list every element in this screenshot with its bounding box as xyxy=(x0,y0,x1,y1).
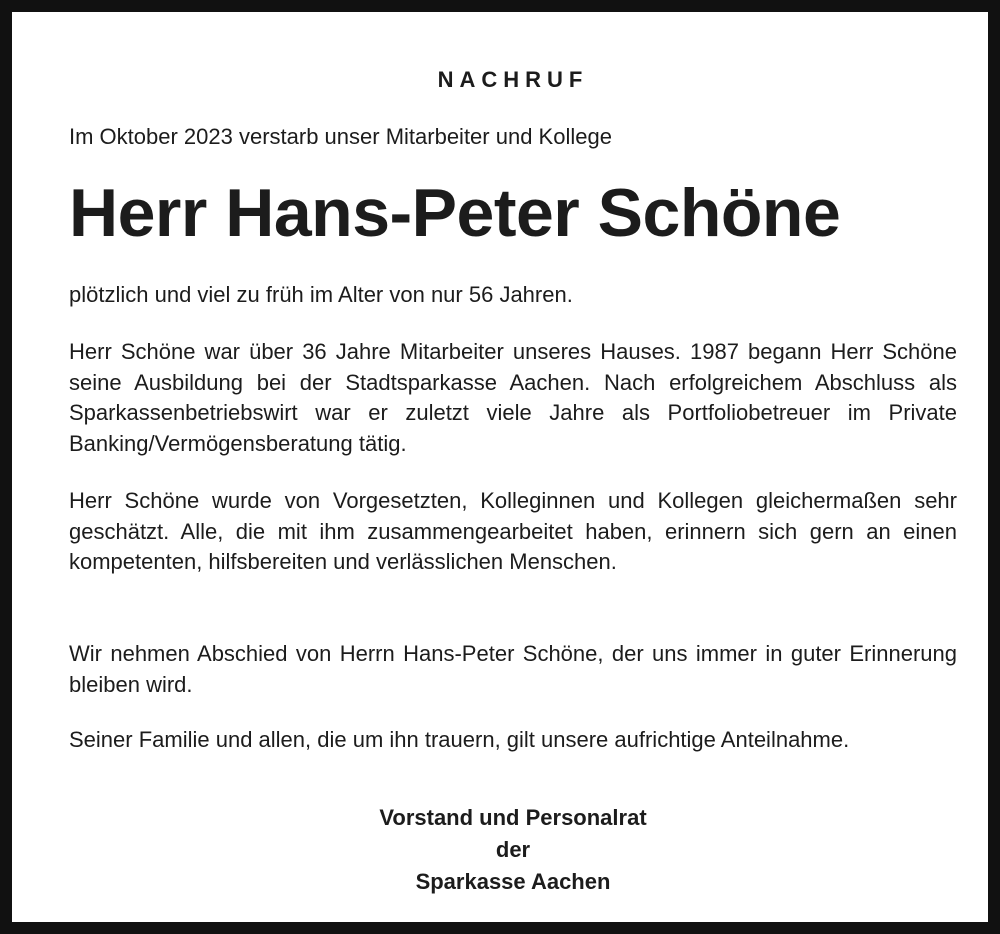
paragraph-appreciation: Herr Schöne wurde von Vorgesetzten, Kolleginnen und Kollegen gleichermaßen sehr geschätzt. Alle, die mit ihm zusammengearbeitet haben, erinnern sich gern an einen kompetenten, hilfsbereiten und verlässlichen Menschen. xyxy=(69,488,957,574)
signature-line: Sparkasse Aachen xyxy=(415,869,611,894)
paragraph-career: Herr Schöne war über 36 Jahre Mitarbeiter unseres Hauses. 1987 begann Herr Schöne seine Ausbildung bei der Stadtsparkasse Aachen. Nach erfolgreichem Abschluss als Sparkassenbetriebswirt war er zuletzt viele Jahre als Portfoliobetreuer im Private Banking/Vermögensberatung tätig. xyxy=(69,339,957,456)
signature-line: der xyxy=(495,837,531,862)
signature-line: Vorstand und Personalrat xyxy=(379,805,647,830)
paragraph-condolence: Seiner Familie und allen, die um ihn trauern, gilt unsere aufrichtige Anteilnahme. xyxy=(69,727,850,752)
paragraph-age: plötzlich und viel zu früh im Alter von nur 56 Jahren. xyxy=(69,282,573,307)
deceased-name: Herr Hans-Peter Schöne xyxy=(69,175,841,251)
intro-text: Im Oktober 2023 verstarb unser Mitarbeiter und Kollege xyxy=(69,124,612,149)
paragraph-farewell: Wir nehmen Abschied von Herrn Hans-Peter Schöne, der uns immer in guter Erinnerung bleiben wird. xyxy=(69,641,957,697)
signature-block xyxy=(69,802,957,898)
notice-heading: NACHRUF xyxy=(437,67,589,92)
